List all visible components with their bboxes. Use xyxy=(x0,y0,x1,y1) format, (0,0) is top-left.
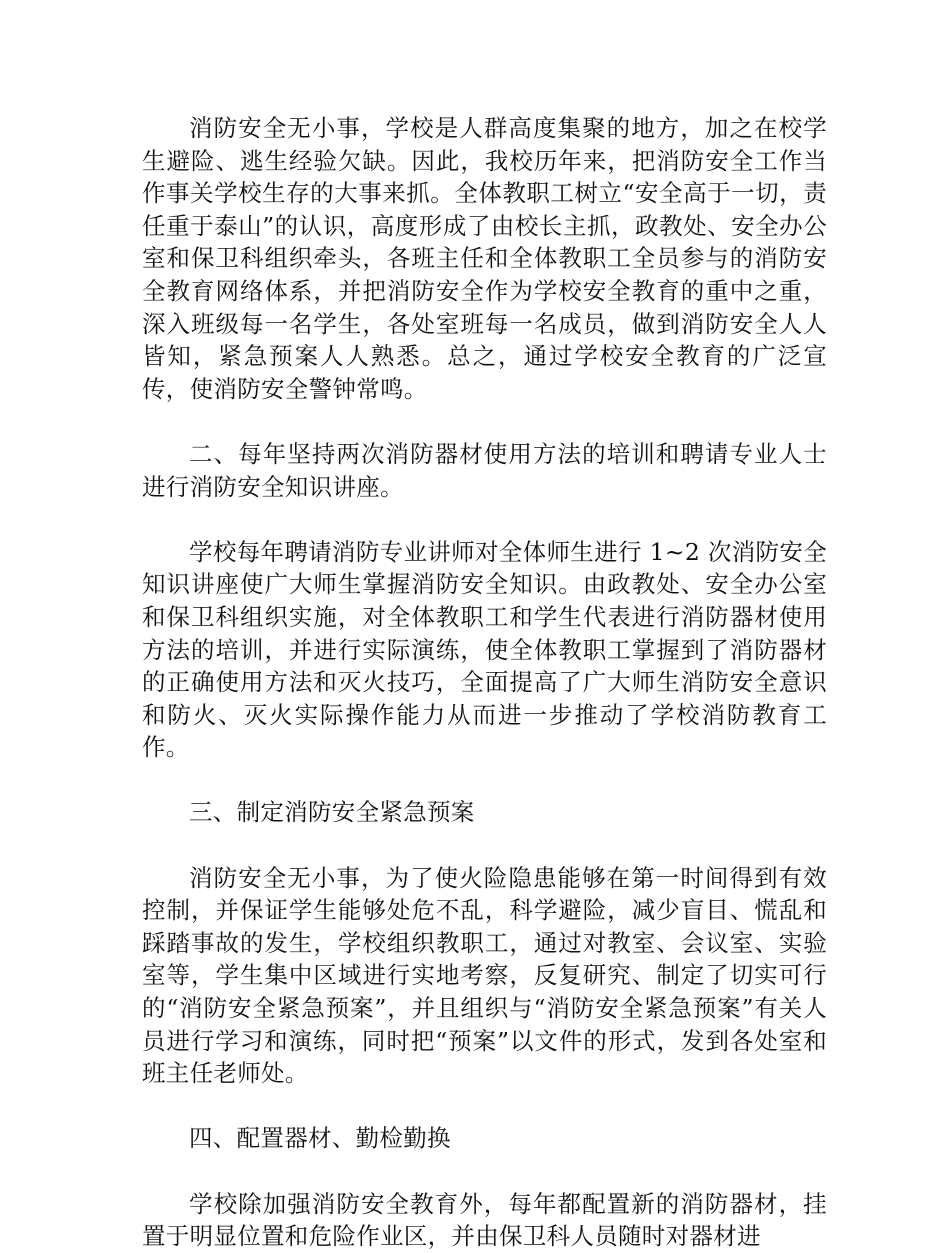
section-heading-equipment: 四、配置器材、勤检勤换 xyxy=(189,1124,451,1153)
paragraph-emergency-plan: 消防安全无小事，为了使火险隐患能够在第一时间得到有效控制，并保证学生能够处危不乱，科学避险，减少盲目、慌乱和踩踏事故的发生，学校组织教职工，通过对教室、会议室、实验室等，学生集中区域进行实地考察，反复研究、制定了切实可行的“消防安全紧急预案”，并且组织与“消防安全紧急预案”有关人员进行学习和演练，同时把“预案”以文件的形式，发到各处室和班主任老师处。 xyxy=(142,863,827,1088)
section-heading-emergency-plan: 三、制定消防安全紧急预案 xyxy=(189,798,475,827)
document-page xyxy=(142,112,827,1253)
section-heading-training: 二、每年坚持两次消防器材使用方法的培训和聘请专业人士进行消防安全知识讲座。 xyxy=(142,439,827,501)
paragraph-equipment: 学校除加强消防安全教育外，每年都配置新的消防器材，挂置于明显位置和危险作业区，并由保卫科人员随时对器材进 xyxy=(142,1189,827,1251)
paragraph-training: 学校每年聘请消防专业讲师对全体师生进行 1~2 次消防安全知识讲座使广大师生掌握消防安全知识。由政教处、安全办公室和保卫科组织实施，对全体教职工和学生代表进行消防器材使用方法的培训，并进行实际演练，使全体教职工掌握到了消防器材的正确使用方法和灭火技巧，全面提高了广大师生消防安全意识和防火、灭火实际操作能力从而进一步推动了学校消防教育工作。 xyxy=(142,537,827,762)
paragraph-safety-intro: 消防安全无小事，学校是人群高度集聚的地方，加之在校学生避险、逃生经验欠缺。因此，我校历年来，把消防安全工作当作事关学校生存的大事来抓。全体教职工树立“安全高于一切，责任重于泰山”的认识，高度形成了由校长主抓，政教处、安全办公室和保卫科组织牵头，各班主任和全体教职工全员参与的消防安全教育网络体系，并把消防安全作为学校安全教育的重中之重，深入班级每一名学生，各处室班每一名成员，做到消防安全人人皆知，紧急预案人人熟悉。总之，通过学校安全教育的广泛宣传，使消防安全警钟常鸣。 xyxy=(142,114,827,403)
